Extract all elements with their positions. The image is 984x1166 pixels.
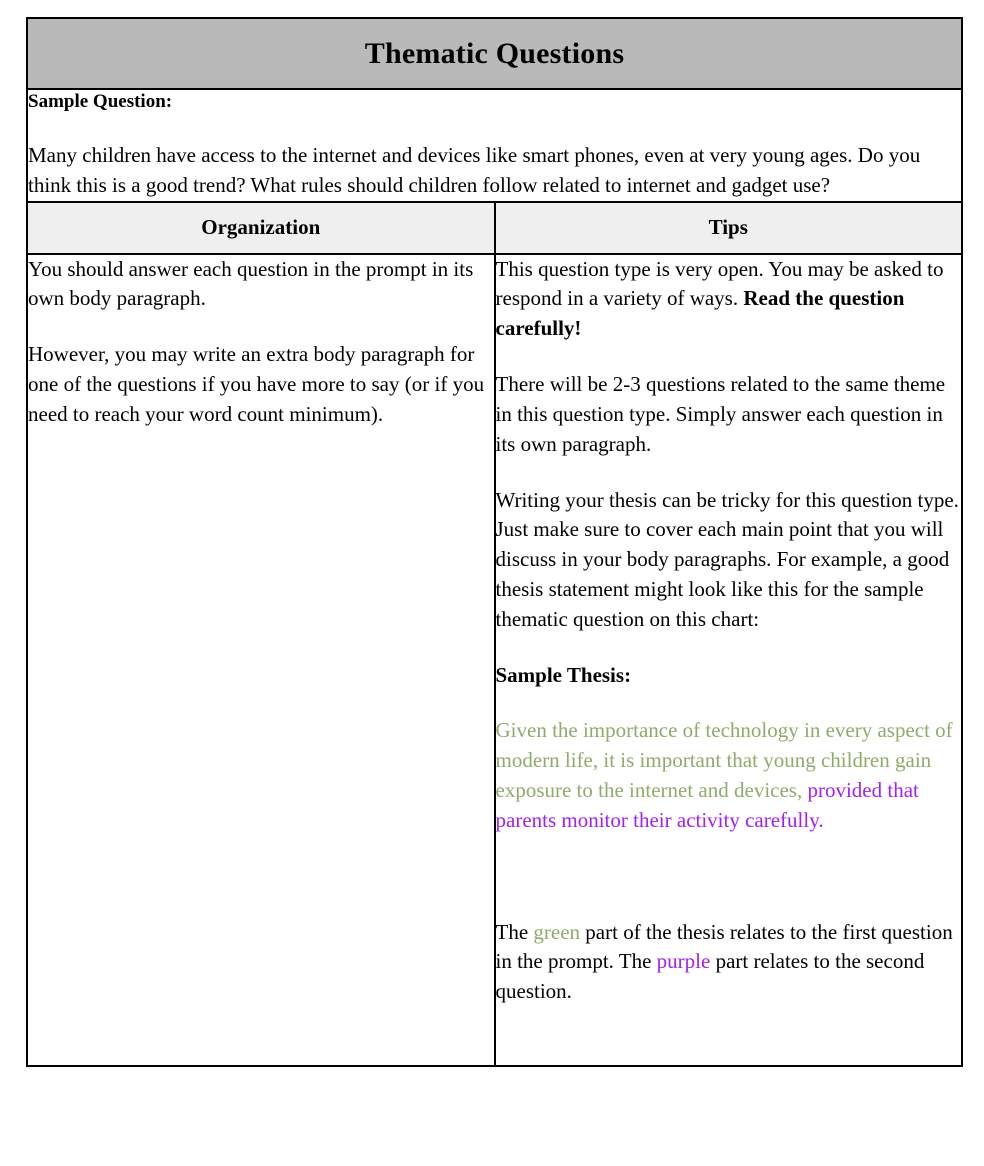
sample-question-label: Sample Question:: [28, 91, 173, 112]
color-key-explanation: [496, 918, 962, 1007]
sample-question-row: [27, 89, 962, 202]
organization-paragraph-1: You should answer each question in the prompt in its own body paragraph.: [28, 256, 474, 311]
chart-table: [26, 17, 963, 1067]
tips-paragraph-3: Writing your thesis can be tricky for this question type. Just make sure to cover each main point that you will discuss in your body paragraphs. For example, a good thesis statement might look like this for the sample thematic question on this chart:: [495, 487, 959, 631]
sample-question-text: Many children have access to the internet and devices like smart phones, even at very young ages. Do you think this is a good trend? What rules should children follow related to internet and gadget use?: [28, 142, 921, 198]
thesis-green-segment: Given the importance of technology in every aspect of modern life, it is important that young children gain exposure to the internet and devices,: [495, 718, 953, 802]
thematic-questions-chart: [26, 17, 963, 1152]
column-header-tips: Tips: [495, 202, 963, 254]
column-header-row: [27, 202, 962, 254]
read-question-carefully-emphasis: Read the question carefully!: [495, 286, 905, 341]
sample-thesis-label: [496, 661, 962, 691]
page-title: Thematic Questions: [364, 36, 625, 70]
sample-question-cell: [27, 89, 962, 202]
column-header-organization: Organization: [27, 202, 495, 254]
explanation-purple-word: purple: [656, 949, 711, 974]
explanation-part-2: part of the thesis relates to the first question in the prompt. The: [495, 919, 953, 974]
thesis-purple-segment: provided that parents monitor their activity carefully.: [495, 778, 919, 832]
explanation-green-word: green: [533, 919, 581, 944]
explanation-part-1: The: [495, 919, 534, 944]
title-row: [27, 18, 962, 89]
sample-thesis-label-text: Sample Thesis:: [495, 662, 632, 687]
content-row: [27, 254, 962, 1066]
tips-paragraph-1: [496, 255, 962, 344]
explanation-part-3: part relates to the second question.: [495, 949, 925, 1004]
tips-paragraph-2: There will be 2-3 questions related to the same theme in this question type. Simply answer each question in its own paragraph.: [495, 372, 946, 456]
tips-paragraph-1-plain: This question type is very open. You may be asked to respond in a variety of ways.: [495, 256, 944, 311]
chart-title-cell: [27, 18, 962, 89]
sample-thesis-text: [496, 716, 962, 835]
tips-column: [495, 254, 963, 1066]
organization-column: [27, 254, 495, 1066]
thesis-spacer: [496, 862, 962, 892]
organization-paragraph-2: However, you may write an extra body paragraph for one of the questions if you have more to say (or if you need to reach your word count minimum).: [28, 342, 485, 426]
